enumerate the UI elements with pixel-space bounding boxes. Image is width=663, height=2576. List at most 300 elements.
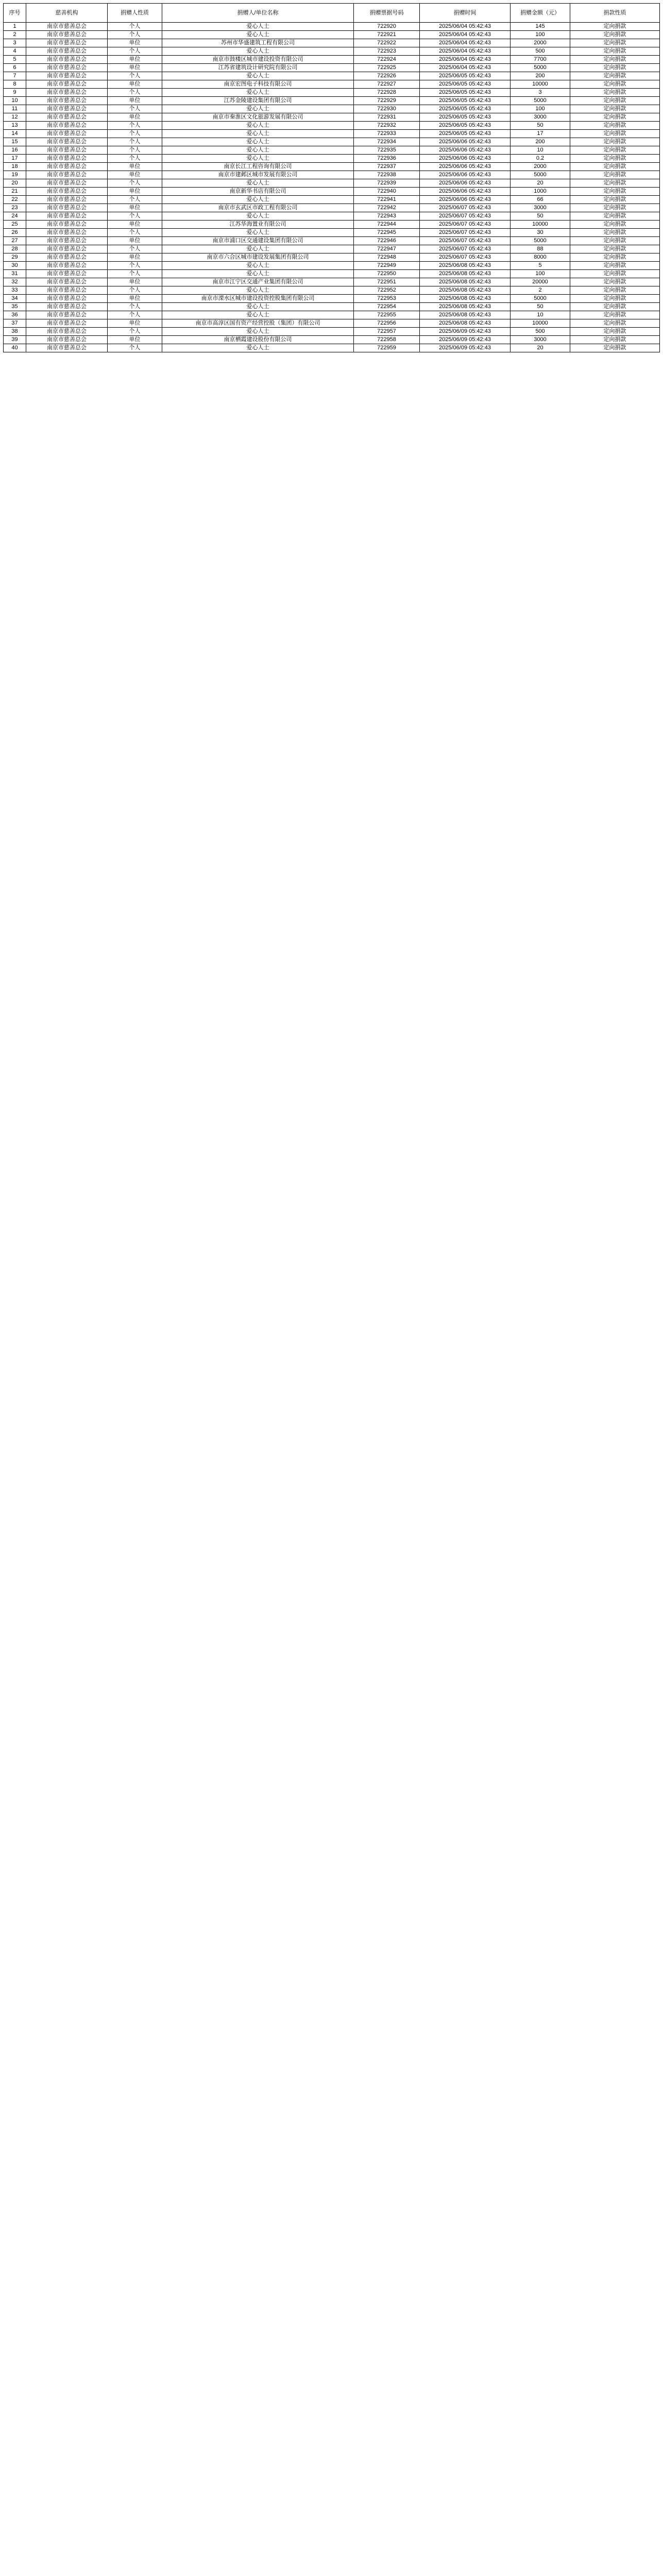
col-header-receipt-no: 捐赠票据号码: [354, 4, 420, 23]
row-index-cell: 40: [4, 344, 26, 352]
table-row: [4, 295, 660, 303]
donor-name-cell: 江苏省建筑设计研究院有限公司: [162, 64, 354, 72]
row-index-cell: 19: [4, 171, 26, 179]
donation-time-cell: 2025/06/09 05:42:43: [420, 336, 511, 344]
charity-cell: 南京市慈善总会: [26, 64, 108, 72]
donation-time-cell: 2025/06/08 05:42:43: [420, 262, 511, 270]
receipt-no-cell: 722926: [354, 72, 420, 80]
col-header-donation-kind: 捐款性质: [570, 4, 660, 23]
donation-time-cell: 2025/06/07 05:42:43: [420, 229, 511, 237]
table-header: [4, 4, 660, 23]
donor-name-cell: 爱心人士: [162, 311, 354, 319]
row-index-cell: 22: [4, 196, 26, 204]
donor-type-cell: 单位: [108, 80, 162, 89]
table-row: [4, 122, 660, 130]
row-index-cell: 37: [4, 319, 26, 328]
table-row: [4, 253, 660, 262]
table-row: [4, 64, 660, 72]
row-index-cell: 36: [4, 311, 26, 319]
donor-name-cell: 南京市六合区城市建设发展集团有限公司: [162, 253, 354, 262]
donation-kind-cell: 定向捐款: [570, 196, 660, 204]
row-index-cell: 16: [4, 146, 26, 155]
table-row: [4, 155, 660, 163]
receipt-no-cell: 722933: [354, 130, 420, 138]
table-row: [4, 163, 660, 171]
charity-cell: 南京市慈善总会: [26, 212, 108, 221]
donor-type-cell: 个人: [108, 179, 162, 188]
donor-type-cell: 个人: [108, 311, 162, 319]
donation-kind-cell: 定向捐款: [570, 105, 660, 113]
amount-cell: 2000: [511, 39, 570, 47]
donation-kind-cell: 定向捐款: [570, 204, 660, 212]
donation-kind-cell: 定向捐款: [570, 80, 660, 89]
amount-cell: 2: [511, 286, 570, 295]
donation-kind-cell: 定向捐款: [570, 97, 660, 105]
donation-kind-cell: 定向捐款: [570, 188, 660, 196]
receipt-no-cell: 722931: [354, 113, 420, 122]
receipt-no-cell: 722944: [354, 221, 420, 229]
donor-name-cell: 江苏金陵建设集团有限公司: [162, 97, 354, 105]
receipt-no-cell: 722937: [354, 163, 420, 171]
receipt-no-cell: 722927: [354, 80, 420, 89]
amount-cell: 2000: [511, 163, 570, 171]
donor-type-cell: 单位: [108, 253, 162, 262]
donor-name-cell: 爱心人士: [162, 229, 354, 237]
row-index-cell: 32: [4, 278, 26, 286]
donor-type-cell: 个人: [108, 130, 162, 138]
row-index-cell: 11: [4, 105, 26, 113]
amount-cell: 100: [511, 270, 570, 278]
row-index-cell: 39: [4, 336, 26, 344]
donor-type-cell: 个人: [108, 155, 162, 163]
donor-type-cell: 个人: [108, 146, 162, 155]
donation-kind-cell: 定向捐款: [570, 212, 660, 221]
charity-cell: 南京市慈善总会: [26, 80, 108, 89]
receipt-no-cell: 722932: [354, 122, 420, 130]
charity-cell: 南京市慈善总会: [26, 47, 108, 56]
donor-type-cell: 单位: [108, 56, 162, 64]
charity-cell: 南京市慈善总会: [26, 31, 108, 39]
amount-cell: 30: [511, 229, 570, 237]
table-row: [4, 245, 660, 253]
donation-time-cell: 2025/06/04 05:42:43: [420, 31, 511, 39]
donation-time-cell: 2025/06/04 05:42:43: [420, 39, 511, 47]
donor-name-cell: 南京市溧水区城市建设投资控股集团有限公司: [162, 295, 354, 303]
amount-cell: 100: [511, 105, 570, 113]
donor-name-cell: 南京市江宁区交通产业集团有限公司: [162, 278, 354, 286]
donor-name-cell: 南京长江工程咨询有限公司: [162, 163, 354, 171]
charity-cell: 南京市慈善总会: [26, 278, 108, 286]
table-row: [4, 336, 660, 344]
amount-cell: 10000: [511, 319, 570, 328]
amount-cell: 10: [511, 146, 570, 155]
donor-name-cell: 爱心人士: [162, 270, 354, 278]
amount-cell: 500: [511, 47, 570, 56]
donation-kind-cell: 定向捐款: [570, 171, 660, 179]
donor-name-cell: 爱心人士: [162, 89, 354, 97]
col-header-donor-name: 捐赠人/单位名称: [162, 4, 354, 23]
donation-kind-cell: 定向捐款: [570, 253, 660, 262]
amount-cell: 200: [511, 138, 570, 146]
donation-time-cell: 2025/06/06 05:42:43: [420, 196, 511, 204]
donation-time-cell: 2025/06/08 05:42:43: [420, 295, 511, 303]
table-row: [4, 130, 660, 138]
charity-cell: 南京市慈善总会: [26, 253, 108, 262]
donation-time-cell: 2025/06/07 05:42:43: [420, 212, 511, 221]
row-index-cell: 30: [4, 262, 26, 270]
donor-type-cell: 个人: [108, 105, 162, 113]
donation-time-cell: 2025/06/08 05:42:43: [420, 311, 511, 319]
receipt-no-cell: 722928: [354, 89, 420, 97]
table-row: [4, 146, 660, 155]
donor-name-cell: 南京栖霞建设股份有限公司: [162, 336, 354, 344]
donation-time-cell: 2025/06/09 05:42:43: [420, 344, 511, 352]
donation-time-cell: 2025/06/07 05:42:43: [420, 221, 511, 229]
amount-cell: 17: [511, 130, 570, 138]
charity-cell: 南京市慈善总会: [26, 344, 108, 352]
donor-type-cell: 个人: [108, 245, 162, 253]
donor-name-cell: 爱心人士: [162, 31, 354, 39]
donor-name-cell: 南京市建邺区城市发展有限公司: [162, 171, 354, 179]
charity-cell: 南京市慈善总会: [26, 72, 108, 80]
donation-time-cell: 2025/06/04 05:42:43: [420, 56, 511, 64]
donor-type-cell: 单位: [108, 336, 162, 344]
donor-type-cell: 个人: [108, 47, 162, 56]
donor-type-cell: 个人: [108, 23, 162, 31]
donation-table: [3, 3, 660, 352]
donation-kind-cell: 定向捐款: [570, 344, 660, 352]
donation-kind-cell: 定向捐款: [570, 64, 660, 72]
receipt-no-cell: 722922: [354, 39, 420, 47]
table-row: [4, 188, 660, 196]
donation-time-cell: 2025/06/05 05:42:43: [420, 97, 511, 105]
row-index-cell: 28: [4, 245, 26, 253]
charity-cell: 南京市慈善总会: [26, 146, 108, 155]
amount-cell: 7700: [511, 56, 570, 64]
donation-kind-cell: 定向捐款: [570, 56, 660, 64]
donor-type-cell: 个人: [108, 328, 162, 336]
donation-time-cell: 2025/06/07 05:42:43: [420, 204, 511, 212]
row-index-cell: 13: [4, 122, 26, 130]
row-index-cell: 10: [4, 97, 26, 105]
donor-type-cell: 个人: [108, 344, 162, 352]
charity-cell: 南京市慈善总会: [26, 179, 108, 188]
donation-kind-cell: 定向捐款: [570, 278, 660, 286]
table-row: [4, 56, 660, 64]
amount-cell: 5000: [511, 97, 570, 105]
receipt-no-cell: 722946: [354, 237, 420, 245]
donation-kind-cell: 定向捐款: [570, 336, 660, 344]
donor-name-cell: 爱心人士: [162, 286, 354, 295]
table-row: [4, 179, 660, 188]
row-index-cell: 27: [4, 237, 26, 245]
receipt-no-cell: 722923: [354, 47, 420, 56]
receipt-no-cell: 722949: [354, 262, 420, 270]
donor-type-cell: 个人: [108, 31, 162, 39]
receipt-no-cell: 722924: [354, 56, 420, 64]
col-header-index: 序号: [4, 4, 26, 23]
table-row: [4, 286, 660, 295]
amount-cell: 50: [511, 212, 570, 221]
donor-type-cell: 单位: [108, 163, 162, 171]
donation-kind-cell: 定向捐款: [570, 47, 660, 56]
table-row: [4, 278, 660, 286]
receipt-no-cell: 722947: [354, 245, 420, 253]
row-index-cell: 9: [4, 89, 26, 97]
donor-type-cell: 个人: [108, 89, 162, 97]
table-body: [4, 23, 660, 352]
row-index-cell: 4: [4, 47, 26, 56]
donor-type-cell: 个人: [108, 286, 162, 295]
donation-time-cell: 2025/06/05 05:42:43: [420, 122, 511, 130]
donor-type-cell: 单位: [108, 221, 162, 229]
donor-type-cell: 单位: [108, 64, 162, 72]
donor-type-cell: 个人: [108, 303, 162, 311]
row-index-cell: 5: [4, 56, 26, 64]
receipt-no-cell: 722957: [354, 328, 420, 336]
receipt-no-cell: 722934: [354, 138, 420, 146]
donor-name-cell: 南京市玄武区市政工程有限公司: [162, 204, 354, 212]
receipt-no-cell: 722955: [354, 311, 420, 319]
receipt-no-cell: 722958: [354, 336, 420, 344]
charity-cell: 南京市慈善总会: [26, 122, 108, 130]
donation-time-cell: 2025/06/06 05:42:43: [420, 146, 511, 155]
donation-time-cell: 2025/06/04 05:42:43: [420, 23, 511, 31]
row-index-cell: 2: [4, 31, 26, 39]
donor-type-cell: 单位: [108, 319, 162, 328]
donation-time-cell: 2025/06/04 05:42:43: [420, 64, 511, 72]
row-index-cell: 25: [4, 221, 26, 229]
row-index-cell: 35: [4, 303, 26, 311]
receipt-no-cell: 722952: [354, 286, 420, 295]
receipt-no-cell: 722942: [354, 204, 420, 212]
charity-cell: 南京市慈善总会: [26, 138, 108, 146]
amount-cell: 145: [511, 23, 570, 31]
donor-name-cell: 爱心人士: [162, 328, 354, 336]
table-row: [4, 204, 660, 212]
donation-kind-cell: 定向捐款: [570, 138, 660, 146]
donation-time-cell: 2025/06/06 05:42:43: [420, 138, 511, 146]
donor-type-cell: 单位: [108, 188, 162, 196]
donation-time-cell: 2025/06/08 05:42:43: [420, 303, 511, 311]
amount-cell: 20: [511, 179, 570, 188]
donor-name-cell: 江苏华海置业有限公司: [162, 221, 354, 229]
donor-name-cell: 爱心人士: [162, 245, 354, 253]
donation-time-cell: 2025/06/06 05:42:43: [420, 155, 511, 163]
amount-cell: 1000: [511, 188, 570, 196]
row-index-cell: 8: [4, 80, 26, 89]
donor-type-cell: 个人: [108, 229, 162, 237]
donation-kind-cell: 定向捐款: [570, 229, 660, 237]
row-index-cell: 17: [4, 155, 26, 163]
donation-time-cell: 2025/06/08 05:42:43: [420, 278, 511, 286]
amount-cell: 88: [511, 245, 570, 253]
amount-cell: 3000: [511, 113, 570, 122]
row-index-cell: 31: [4, 270, 26, 278]
donation-time-cell: 2025/06/06 05:42:43: [420, 179, 511, 188]
donor-type-cell: 个人: [108, 270, 162, 278]
donor-type-cell: 个人: [108, 138, 162, 146]
table-row: [4, 212, 660, 221]
donation-kind-cell: 定向捐款: [570, 270, 660, 278]
amount-cell: 3: [511, 89, 570, 97]
receipt-no-cell: 722945: [354, 229, 420, 237]
charity-cell: 南京市慈善总会: [26, 155, 108, 163]
charity-cell: 南京市慈善总会: [26, 171, 108, 179]
row-index-cell: 3: [4, 39, 26, 47]
receipt-no-cell: 722936: [354, 155, 420, 163]
amount-cell: 5: [511, 262, 570, 270]
donation-kind-cell: 定向捐款: [570, 155, 660, 163]
charity-cell: 南京市慈善总会: [26, 237, 108, 245]
receipt-no-cell: 722943: [354, 212, 420, 221]
donation-kind-cell: 定向捐款: [570, 146, 660, 155]
donor-type-cell: 单位: [108, 97, 162, 105]
charity-cell: 南京市慈善总会: [26, 229, 108, 237]
receipt-no-cell: 722950: [354, 270, 420, 278]
row-index-cell: 26: [4, 229, 26, 237]
donation-time-cell: 2025/06/08 05:42:43: [420, 286, 511, 295]
amount-cell: 500: [511, 328, 570, 336]
donation-kind-cell: 定向捐款: [570, 319, 660, 328]
donation-kind-cell: 定向捐款: [570, 89, 660, 97]
donor-name-cell: 爱心人士: [162, 47, 354, 56]
row-index-cell: 14: [4, 130, 26, 138]
receipt-no-cell: 722940: [354, 188, 420, 196]
donation-kind-cell: 定向捐款: [570, 163, 660, 171]
amount-cell: 10000: [511, 80, 570, 89]
charity-cell: 南京市慈善总会: [26, 130, 108, 138]
col-header-donor-type: 捐赠人性质: [108, 4, 162, 23]
donation-time-cell: 2025/06/05 05:42:43: [420, 130, 511, 138]
row-index-cell: 20: [4, 179, 26, 188]
amount-cell: 5000: [511, 171, 570, 179]
charity-cell: 南京市慈善总会: [26, 89, 108, 97]
charity-cell: 南京市慈善总会: [26, 97, 108, 105]
donor-type-cell: 单位: [108, 295, 162, 303]
row-index-cell: 1: [4, 23, 26, 31]
col-header-donation-time: 捐赠时间: [420, 4, 511, 23]
charity-cell: 南京市慈善总会: [26, 295, 108, 303]
donation-time-cell: 2025/06/07 05:42:43: [420, 253, 511, 262]
row-index-cell: 15: [4, 138, 26, 146]
col-header-charity: 慈善机构: [26, 4, 108, 23]
amount-cell: 66: [511, 196, 570, 204]
donation-time-cell: 2025/06/05 05:42:43: [420, 80, 511, 89]
donor-name-cell: 爱心人士: [162, 122, 354, 130]
row-index-cell: 18: [4, 163, 26, 171]
amount-cell: 20: [511, 344, 570, 352]
table-row: [4, 31, 660, 39]
donor-name-cell: 南京宏图电子科技有限公司: [162, 80, 354, 89]
donor-name-cell: 爱心人士: [162, 146, 354, 155]
amount-cell: 50: [511, 303, 570, 311]
row-index-cell: 38: [4, 328, 26, 336]
receipt-no-cell: 722954: [354, 303, 420, 311]
receipt-no-cell: 722938: [354, 171, 420, 179]
table-row: [4, 97, 660, 105]
donation-time-cell: 2025/06/08 05:42:43: [420, 270, 511, 278]
donor-name-cell: 爱心人士: [162, 155, 354, 163]
donation-kind-cell: 定向捐款: [570, 295, 660, 303]
table-row: [4, 221, 660, 229]
receipt-no-cell: 722941: [354, 196, 420, 204]
header-row: [4, 4, 660, 23]
donor-type-cell: 个人: [108, 212, 162, 221]
donor-type-cell: 个人: [108, 262, 162, 270]
donation-kind-cell: 定向捐款: [570, 221, 660, 229]
receipt-no-cell: 722920: [354, 23, 420, 31]
table-row: [4, 113, 660, 122]
amount-cell: 5000: [511, 237, 570, 245]
table-row: [4, 138, 660, 146]
donation-kind-cell: 定向捐款: [570, 179, 660, 188]
table-row: [4, 80, 660, 89]
table-row: [4, 328, 660, 336]
table-row: [4, 311, 660, 319]
receipt-no-cell: 722930: [354, 105, 420, 113]
donor-type-cell: 单位: [108, 237, 162, 245]
donation-kind-cell: 定向捐款: [570, 245, 660, 253]
donation-kind-cell: 定向捐款: [570, 39, 660, 47]
charity-cell: 南京市慈善总会: [26, 188, 108, 196]
donation-time-cell: 2025/06/05 05:42:43: [420, 105, 511, 113]
amount-cell: 200: [511, 72, 570, 80]
donation-time-cell: 2025/06/06 05:42:43: [420, 188, 511, 196]
donor-name-cell: 南京新华书店有限公司: [162, 188, 354, 196]
donation-time-cell: 2025/06/06 05:42:43: [420, 163, 511, 171]
row-index-cell: 33: [4, 286, 26, 295]
donation-time-cell: 2025/06/07 05:42:43: [420, 237, 511, 245]
table-row: [4, 319, 660, 328]
donation-kind-cell: 定向捐款: [570, 303, 660, 311]
donation-kind-cell: 定向捐款: [570, 122, 660, 130]
table-row: [4, 23, 660, 31]
table-row: [4, 229, 660, 237]
donor-type-cell: 个人: [108, 196, 162, 204]
donation-kind-cell: 定向捐款: [570, 113, 660, 122]
receipt-no-cell: 722925: [354, 64, 420, 72]
donation-kind-cell: 定向捐款: [570, 262, 660, 270]
amount-cell: 3000: [511, 336, 570, 344]
receipt-no-cell: 722951: [354, 278, 420, 286]
receipt-no-cell: 722939: [354, 179, 420, 188]
charity-cell: 南京市慈善总会: [26, 286, 108, 295]
donor-type-cell: 单位: [108, 278, 162, 286]
donation-time-cell: 2025/06/05 05:42:43: [420, 113, 511, 122]
donor-name-cell: 爱心人士: [162, 262, 354, 270]
donor-name-cell: 爱心人士: [162, 72, 354, 80]
charity-cell: 南京市慈善总会: [26, 113, 108, 122]
receipt-no-cell: 722959: [354, 344, 420, 352]
charity-cell: 南京市慈善总会: [26, 23, 108, 31]
donor-name-cell: 爱心人士: [162, 212, 354, 221]
donation-kind-cell: 定向捐款: [570, 311, 660, 319]
donor-name-cell: 南京市鼓楼区城市建设投资有限公司: [162, 56, 354, 64]
table-row: [4, 39, 660, 47]
donor-name-cell: 南京市秦淮区文化旅游发展有限公司: [162, 113, 354, 122]
donation-kind-cell: 定向捐款: [570, 31, 660, 39]
charity-cell: 南京市慈善总会: [26, 311, 108, 319]
table-row: [4, 262, 660, 270]
row-index-cell: 12: [4, 113, 26, 122]
table-row: [4, 303, 660, 311]
donor-name-cell: 爱心人士: [162, 196, 354, 204]
donor-name-cell: 爱心人士: [162, 179, 354, 188]
table-row: [4, 72, 660, 80]
charity-cell: 南京市慈善总会: [26, 221, 108, 229]
amount-cell: 20000: [511, 278, 570, 286]
